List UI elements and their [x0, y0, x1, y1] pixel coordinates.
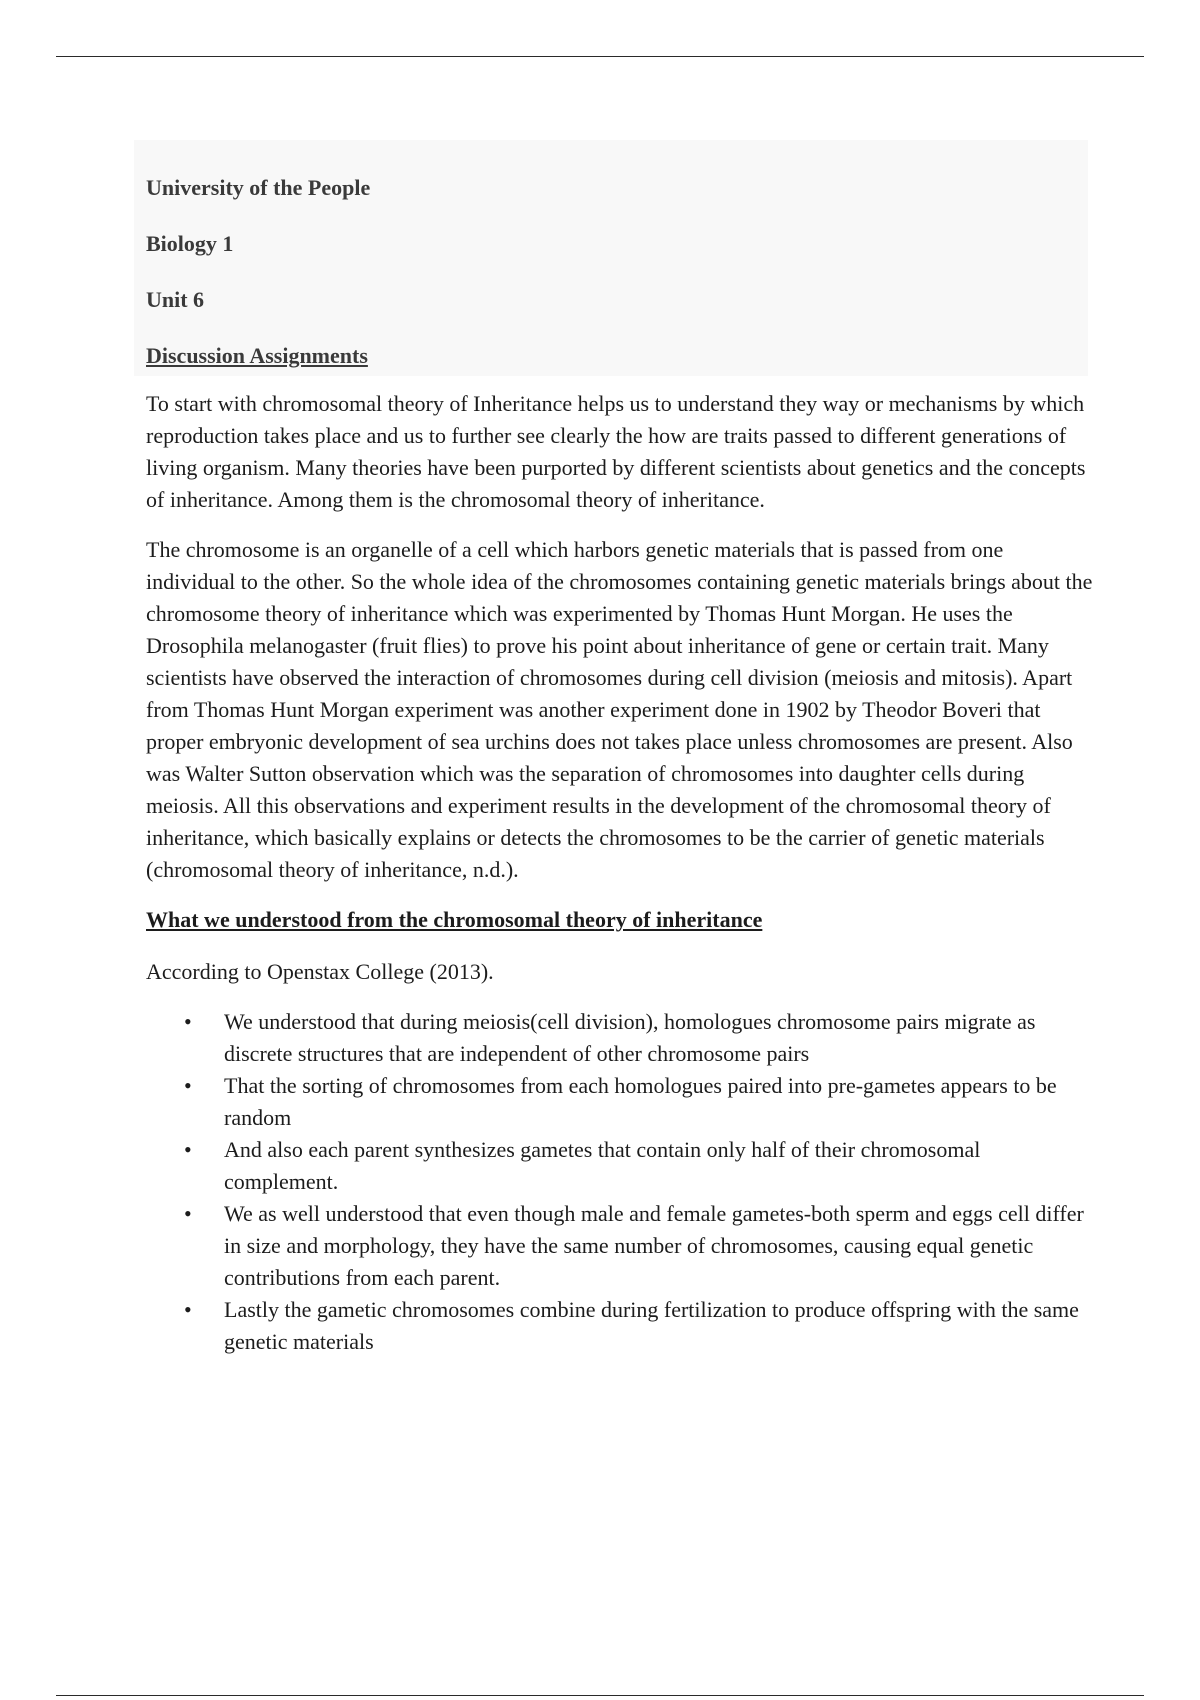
top-rule: [56, 56, 1144, 57]
section-heading: What we understood from the chromosomal theory of inheritance: [146, 907, 763, 932]
list-item: [146, 1006, 1096, 1070]
list-item-text: That the sorting of chromosomes from each homologues paired into pre-gametes appears to be random: [224, 1073, 1057, 1130]
bullet-icon: •: [184, 1201, 192, 1226]
university-name: University of the People: [146, 175, 371, 200]
bullet-icon: •: [184, 1009, 192, 1034]
bullet-icon: •: [184, 1137, 192, 1162]
list-item-text: And also each parent synthesizes gametes that contain only half of their chromosomal complement.: [224, 1137, 981, 1194]
bullet-icon: •: [184, 1297, 192, 1322]
document-body: [146, 172, 1096, 1358]
paragraph-chromosome: The chromosome is an organelle of a cell which harbors genetic materials that is passed from one individual to the other. So the whole idea of the chromosomes containing genetic materials brings about the chromosome theory of inheritance which was experimented by Thomas Hunt Morgan. He uses the Drosophila melanogaster (fruit flies) to prove his point about inheritance of gene or certain trait. Many scientists have observed the interaction of chromosomes during cell division (meiosis and mitosis). Apart from Thomas Hunt Morgan experiment was another experiment done in 1902 by Theodor Boveri that proper embryonic development of sea urchins does not takes place unless chromosomes are present. Also was Walter Sutton observation which was the separation of chromosomes into daughter cells during meiosis. All this observations and experiment results in the development of the chromosomal theory of inheritance, which basically explains or detects the chromosomes to be the carrier of genetic materials (chromosomal theory of inheritance, n.d.).: [146, 537, 1093, 882]
bottom-rule: [56, 1695, 1144, 1696]
list-item-text: Lastly the gametic chromosomes combine during fertilization to produce offspring with the same genetic materials: [224, 1297, 1079, 1354]
list-item: [146, 1134, 1096, 1198]
course-name: Biology 1: [146, 231, 234, 256]
list-item-text: We as well understood that even though male and female gametes-both sperm and eggs cell differ in size and morphology, they have the same number of chromosomes, causing equal genetic contributions from each parent.: [224, 1201, 1084, 1290]
paragraph-intro: To start with chromosomal theory of Inheritance helps us to understand they way or mechanisms by which reproduction takes place and us to further see clearly the how are traits passed to different generations of living organism. Many theories have been purported by different scientists about genetics and the concepts of inheritance. Among them is the chromosomal theory of inheritance.: [146, 391, 1086, 512]
assignment-title: Discussion Assignments: [146, 343, 368, 368]
understanding-list: [146, 1006, 1096, 1358]
list-item: [146, 1294, 1096, 1358]
list-item: [146, 1198, 1096, 1294]
bullet-icon: •: [184, 1073, 192, 1098]
section-intro: According to Openstax College (2013).: [146, 959, 494, 984]
unit-label: Unit 6: [146, 287, 205, 312]
list-item-text: We understood that during meiosis(cell division), homologues chromosome pairs migrate as discrete structures that are independent of other chromosome pairs: [224, 1009, 1036, 1066]
list-item: [146, 1070, 1096, 1134]
